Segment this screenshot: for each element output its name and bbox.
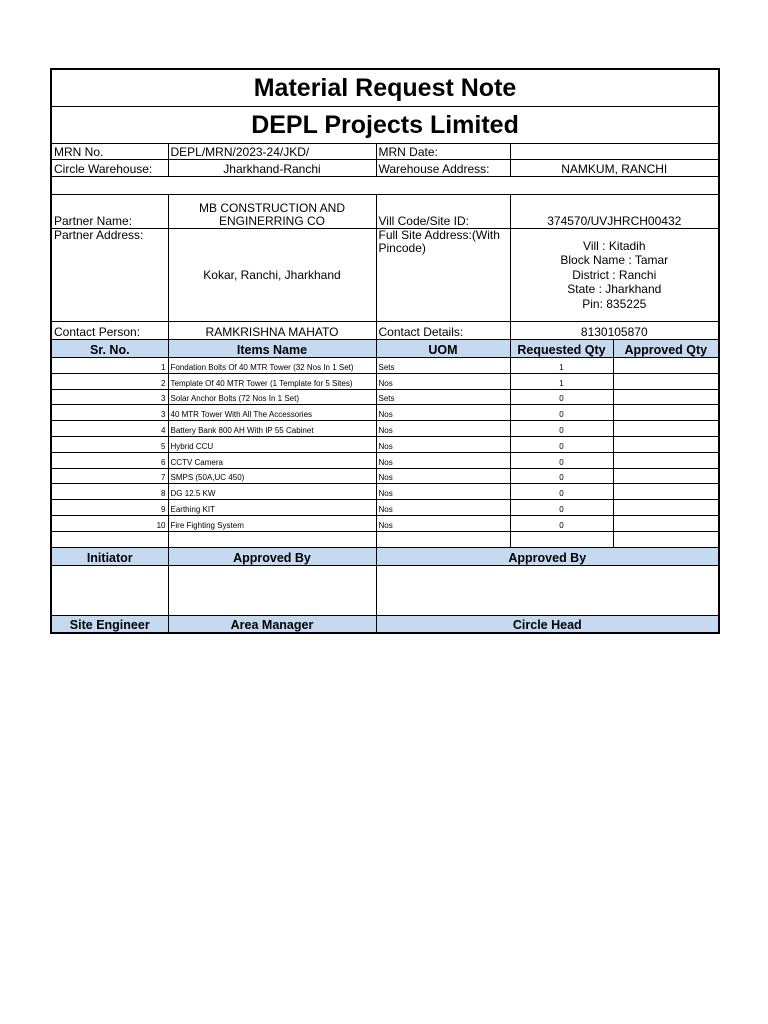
item-sr-no: 3: [51, 405, 168, 421]
contact-person-value[interactable]: RAMKRISHNA MAHATO: [168, 322, 376, 340]
item-name: Fondation Bolts Of 40 MTR Tower (32 Nos In 1 Set): [168, 358, 376, 374]
item-sr-no: 2: [51, 373, 168, 389]
warehouse-address-value[interactable]: NAMKUM, RANCHI: [510, 160, 719, 177]
item-sr-no: 4: [51, 421, 168, 437]
item-requested-qty[interactable]: 1: [510, 373, 613, 389]
column-header-uom: UOM: [376, 340, 510, 358]
item-name: Battery Bank 800 AH With IP 55 Cabinet: [168, 421, 376, 437]
item-uom: Sets: [376, 389, 510, 405]
item-approved-qty[interactable]: [613, 468, 719, 484]
empty-cell: [168, 531, 376, 547]
item-requested-qty[interactable]: 0: [510, 389, 613, 405]
item-name: 40 MTR Tower With All The Accessories: [168, 405, 376, 421]
item-uom: Sets: [376, 358, 510, 374]
item-requested-qty[interactable]: 0: [510, 468, 613, 484]
empty-cell: [376, 531, 510, 547]
contact-person-label: Contact Person:: [51, 322, 168, 340]
item-requested-qty[interactable]: 0: [510, 484, 613, 500]
table-row: [51, 468, 719, 484]
item-uom: Nos: [376, 405, 510, 421]
column-header-sr-no: Sr. No.: [51, 340, 168, 358]
initiator-header: Initiator: [51, 547, 168, 565]
item-approved-qty[interactable]: [613, 515, 719, 531]
item-uom: Nos: [376, 500, 510, 516]
column-header-approved-qty: Approved Qty: [613, 340, 719, 358]
table-row: [51, 484, 719, 500]
item-sr-no: 5: [51, 436, 168, 452]
document-title: Material Request Note: [51, 69, 719, 107]
item-uom: Nos: [376, 452, 510, 468]
mrn-date-value[interactable]: [510, 144, 719, 160]
mrn-no-value[interactable]: DEPL/MRN/2023-24/JKD/: [168, 144, 376, 160]
full-site-address-label-line2: Pincode): [378, 241, 426, 255]
item-sr-no: 10: [51, 515, 168, 531]
item-uom: Nos: [376, 421, 510, 437]
empty-cell: [51, 531, 168, 547]
spacer-row: [51, 177, 719, 195]
item-requested-qty[interactable]: 0: [510, 421, 613, 437]
table-row: [51, 358, 719, 374]
item-requested-qty[interactable]: 0: [510, 405, 613, 421]
area-manager-signature-box[interactable]: [168, 565, 376, 615]
item-name: SMPS (50A,UC 450): [168, 468, 376, 484]
empty-cell: [510, 531, 613, 547]
item-name: Hybrid CCU: [168, 436, 376, 452]
full-site-address-label-line1: Full Site Address:(With: [378, 228, 500, 242]
site-vill: Vill : Kitadih: [583, 238, 646, 253]
site-state: State : Jharkhand: [567, 282, 662, 297]
item-uom: Nos: [376, 515, 510, 531]
item-approved-qty[interactable]: [613, 452, 719, 468]
table-row: [51, 436, 719, 452]
initiator-signature-box[interactable]: [51, 565, 168, 615]
item-approved-qty[interactable]: [613, 421, 719, 437]
item-approved-qty[interactable]: [613, 389, 719, 405]
item-sr-no: 9: [51, 500, 168, 516]
item-name: Earthing KIT: [168, 500, 376, 516]
table-row: [51, 500, 719, 516]
items-table-body: [51, 358, 719, 532]
item-approved-qty[interactable]: [613, 484, 719, 500]
item-approved-qty[interactable]: [613, 500, 719, 516]
item-sr-no: 3: [51, 389, 168, 405]
item-name: DG 12.5 KW: [168, 484, 376, 500]
circle-head-footer: Circle Head: [376, 615, 719, 633]
site-district: District : Ranchi: [572, 267, 657, 282]
warehouse-address-label: Warehouse Address:: [376, 160, 510, 177]
circle-warehouse-value[interactable]: Jharkhand-Ranchi: [168, 160, 376, 177]
partner-name-label: Partner Name:: [51, 195, 168, 229]
vill-code-value[interactable]: 374570/UVJHRCH00432: [510, 195, 719, 229]
item-uom: Nos: [376, 373, 510, 389]
partner-name-line2: ENGINERRING CO: [218, 214, 325, 228]
item-sr-no: 1: [51, 358, 168, 374]
item-approved-qty[interactable]: [613, 405, 719, 421]
item-requested-qty[interactable]: 0: [510, 515, 613, 531]
item-requested-qty[interactable]: 1: [510, 358, 613, 374]
site-pin: Pin: 835225: [582, 296, 647, 311]
column-header-items-name: Items Name: [168, 340, 376, 358]
full-site-address-value[interactable]: [510, 229, 719, 322]
partner-name-value[interactable]: [168, 195, 376, 229]
table-row: [51, 515, 719, 531]
approved-by-header-2: Approved By: [376, 547, 719, 565]
table-row: [51, 389, 719, 405]
column-header-requested-qty: Requested Qty: [510, 340, 613, 358]
item-requested-qty[interactable]: 0: [510, 500, 613, 516]
item-uom: Nos: [376, 484, 510, 500]
item-uom: Nos: [376, 436, 510, 452]
material-request-note-table: [50, 68, 720, 634]
table-row: [51, 421, 719, 437]
circle-warehouse-label: Circle Warehouse:: [51, 160, 168, 177]
circle-head-signature-box[interactable]: [376, 565, 719, 615]
item-sr-no: 8: [51, 484, 168, 500]
item-requested-qty[interactable]: 0: [510, 436, 613, 452]
partner-address-value[interactable]: Kokar, Ranchi, Jharkhand: [168, 229, 376, 322]
table-row: [51, 373, 719, 389]
partner-name-line1: MB CONSTRUCTION AND: [198, 201, 345, 215]
item-approved-qty[interactable]: [613, 436, 719, 452]
item-sr-no: 7: [51, 468, 168, 484]
vill-code-label: Vill Code/Site ID:: [376, 195, 510, 229]
full-site-address-label: [376, 229, 510, 322]
item-name: CCTV Camera: [168, 452, 376, 468]
item-uom: Nos: [376, 468, 510, 484]
company-name: DEPL Projects Limited: [51, 107, 719, 144]
item-name: Fire Fighting System: [168, 515, 376, 531]
partner-address-label: Partner Address:: [51, 229, 168, 322]
mrn-no-label: MRN No.: [51, 144, 168, 160]
item-name: Template Of 40 MTR Tower (1 Template for 5 Sites): [168, 373, 376, 389]
mrn-date-label: MRN Date:: [376, 144, 510, 160]
item-requested-qty[interactable]: 0: [510, 452, 613, 468]
table-row: [51, 452, 719, 468]
area-manager-footer: Area Manager: [168, 615, 376, 633]
item-sr-no: 6: [51, 452, 168, 468]
item-approved-qty[interactable]: [613, 373, 719, 389]
contact-details-value[interactable]: 8130105870: [510, 322, 719, 340]
empty-cell: [613, 531, 719, 547]
site-block: Block Name : Tamar: [560, 253, 669, 268]
site-engineer-footer: Site Engineer: [51, 615, 168, 633]
item-name: Solar Anchor Bolts (72 Nos In 1 Set): [168, 389, 376, 405]
approved-by-header-1: Approved By: [168, 547, 376, 565]
contact-details-label: Contact Details:: [376, 322, 510, 340]
item-approved-qty[interactable]: [613, 358, 719, 374]
table-row: [51, 405, 719, 421]
